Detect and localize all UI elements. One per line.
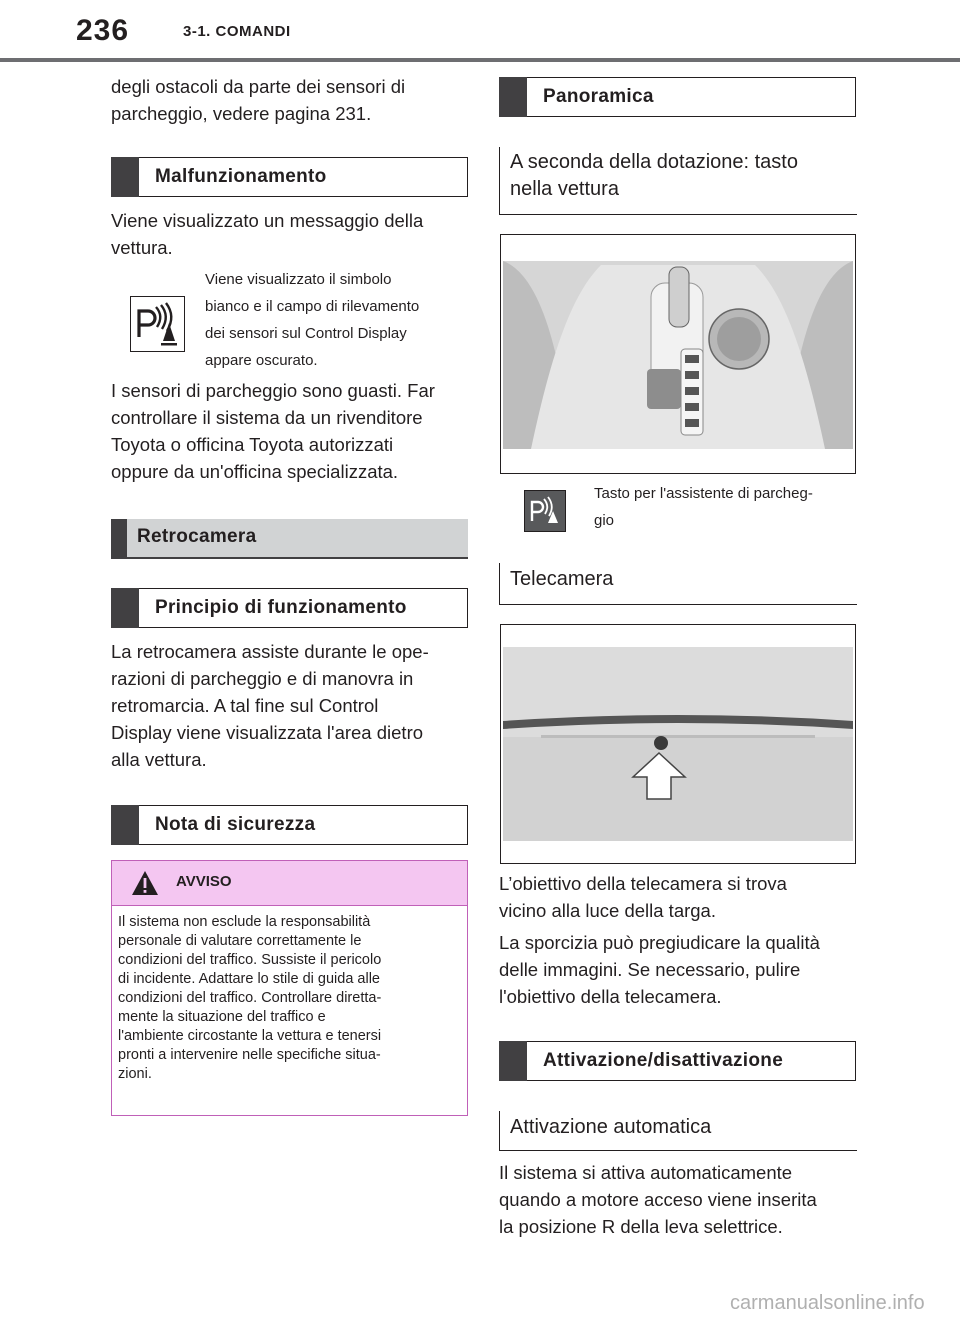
retrocamera-heading: Retrocamera bbox=[111, 519, 468, 559]
warning-box bbox=[111, 860, 468, 1116]
intro-paragraph: degli ostacoli da parte dei sensori di parcheggio, vedere pagina 231. bbox=[111, 76, 406, 124]
auto-activation-heading: Attivazione automatica bbox=[499, 1111, 857, 1151]
chapter-title: 3-1. COMANDI bbox=[183, 23, 291, 40]
warning-header bbox=[112, 861, 467, 906]
warning-text: Il sistema non esclude la responsabilità personale di valutare correttamente le condizioni del traffico. Sussiste il pericolo di incidente. Adattare lo stile di guida alle condizioni del traffico. Controllare diretta- mente la situazione del traffico e l'ambiente circostante la vettura e tenersi pronti a intervenire nelle specifiche situa- zioni. bbox=[118, 914, 382, 1082]
equipment-heading: A seconda della dotazione: tasto nella vettura bbox=[499, 147, 857, 215]
overview-heading: Panoramica bbox=[499, 77, 856, 117]
principle-heading: Principio di funzionamento bbox=[111, 588, 468, 628]
malfunction-heading: Malfunzionamento bbox=[111, 157, 468, 197]
button-caption: Tasto per l'assistente di parcheg- gio bbox=[594, 485, 813, 529]
malfunction-paragraph: Viene visualizzato un messaggio della vettura. bbox=[111, 210, 424, 258]
safety-heading: Nota di sicurezza bbox=[111, 805, 468, 845]
camera-figure bbox=[500, 624, 856, 864]
page-number: 236 bbox=[76, 14, 130, 47]
warning-triangle-icon bbox=[130, 869, 160, 897]
activation-heading: Attivazione/disattivazione bbox=[499, 1041, 856, 1081]
auto-activation-paragraph: Il sistema si attiva automaticamente quando a motore acceso viene inserita la posizione R della leva selettrice. bbox=[499, 1162, 817, 1237]
parking-sensor-symbol-icon bbox=[130, 296, 185, 352]
camera-heading: Telecamera bbox=[499, 563, 857, 605]
principle-paragraph: La retrocamera assiste durante le ope- razioni di parcheggio e di manovra in retromarcia. A tal fine sul Control Display viene visualizzata l'area dietro alla vettura. bbox=[111, 641, 429, 770]
warning-title: AVVISO bbox=[176, 873, 232, 890]
watermark: carmanualsonline.info bbox=[730, 1292, 925, 1314]
parking-assistant-button-icon bbox=[524, 490, 566, 532]
symbol-note: Viene visualizzato il simbolo bianco e il campo di rilevamento dei sensori sul Control Display appare oscurato. bbox=[205, 271, 420, 369]
header-rule bbox=[0, 58, 960, 62]
sensor-fault-paragraph: I sensori di parcheggio sono guasti. Far controllare il sistema da un rivenditore Toyota o officina Toyota autorizzati oppure da un'officina specializzata. bbox=[111, 380, 435, 482]
dirt-paragraph: La sporcizia può pregiudicare la qualità delle immagini. Se necessario, pulire l'obiettivo della telecamera. bbox=[499, 932, 820, 1007]
camera-paragraph: L’obiettivo della telecamera si trova vicino alla luce della targa. bbox=[499, 873, 787, 921]
center-console-figure bbox=[500, 234, 856, 474]
